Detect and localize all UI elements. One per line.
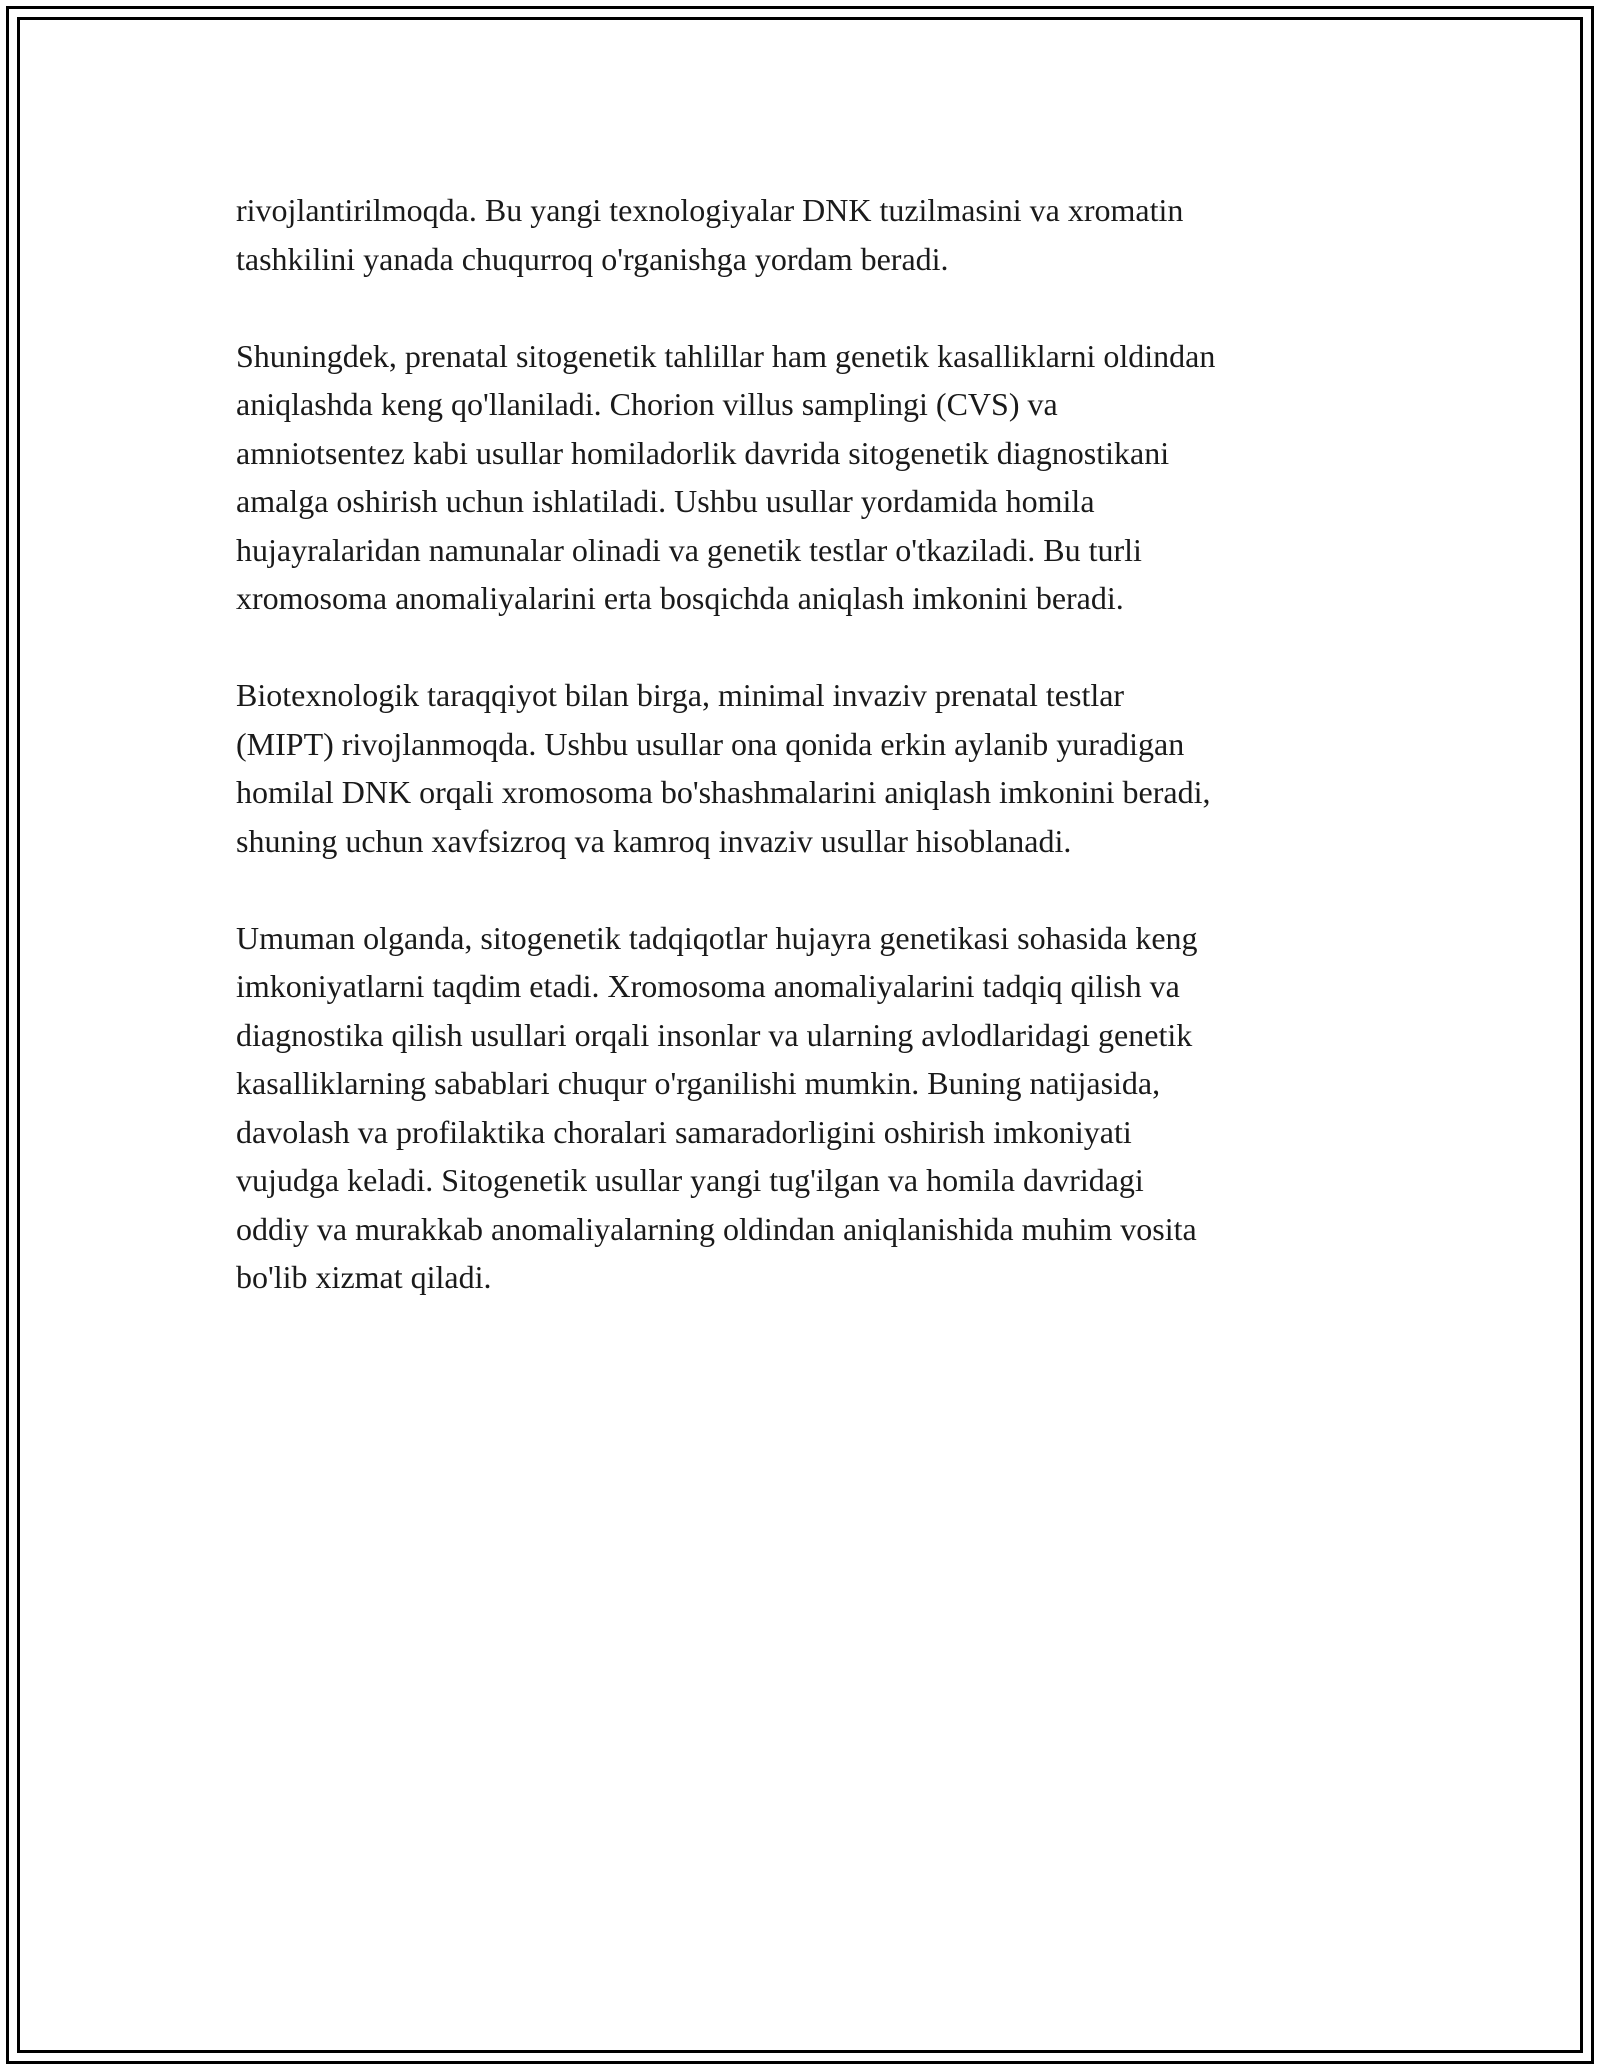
paragraph-3: [236, 671, 1386, 865]
paragraph-line: Umuman olganda, sitogenetik tadqiqotlar hujayra genetikasi sohasida keng: [236, 919, 1198, 956]
paragraph-line: xromosoma anomaliyalarini erta bosqichda aniqlash imkonini beradi.: [236, 580, 1124, 616]
paragraph-line: davolash va profilaktika choralari samaradorligini oshirish imkoniyati: [236, 1113, 1132, 1150]
paragraph-line: amniotsentez kabi usullar homiladorlik davrida sitogenetik diagnostikani: [236, 434, 1170, 471]
paragraph-line: imkoniyatlarni taqdim etadi. Xromosoma anomaliyalarini tadqiq qilish va: [236, 968, 1180, 1004]
paragraph-line: shuning uchun xavfsizroq va kamroq invaziv usullar hisoblanadi.: [236, 822, 1072, 859]
paragraph-line: rivojlantirilmoqda. Bu yangi texnologiyalar DNK tuzilmasini va xromatin: [236, 192, 1184, 228]
paragraph-line: diagnostika qilish usullari orqali insonlar va ularning avlodlaridagi genetik: [236, 1016, 1193, 1053]
paragraph-line: homilal DNK orqali xromosoma bo'shashmalarini aniqlash imkonini beradi,: [236, 774, 1211, 810]
paragraph-4: [236, 914, 1386, 1302]
paragraph-line: (MIPT) rivojlanmoqda. Ushbu usullar ona qonida erkin aylanib yuradigan: [236, 725, 1185, 762]
paragraph-line: aniqlashda keng qo'llaniladi. Chorion villus samplingi (CVS) va: [236, 386, 1058, 422]
paragraph-line: Shuningdek, prenatal sitogenetik tahlillar ham genetik kasalliklarni oldindan: [236, 337, 1216, 374]
paragraph-2: [236, 332, 1386, 623]
paragraph-1: [236, 186, 1386, 283]
paragraph-line: kasalliklarning sabablari chuqur o'rganilishi mumkin. Buning natijasida,: [236, 1065, 1161, 1101]
paragraph-line: vujudga keladi. Sitogenetik usullar yangi tug'ilgan va homila davridagi: [236, 1162, 1144, 1198]
paragraph-line: hujayralaridan namunalar olinadi va genetik testlar o'tkaziladi. Bu turli: [236, 531, 1142, 568]
paragraph-line: oddiy va murakkab anomaliyalarning oldindan aniqlanishida muhim vosita: [236, 1210, 1197, 1247]
paragraph-line: bo'lib xizmat qiladi.: [236, 1259, 492, 1295]
paragraph-line: tashkilini yanada chuqurroq o'rganishga yordam beradi.: [236, 240, 949, 277]
document-body: [236, 186, 1386, 1350]
paragraph-line: Biotexnologik taraqqiyot bilan birga, minimal invaziv prenatal testlar: [236, 677, 1125, 713]
paragraph-line: amalga oshirish uchun ishlatiladi. Ushbu usullar yordamida homila: [236, 483, 1095, 519]
